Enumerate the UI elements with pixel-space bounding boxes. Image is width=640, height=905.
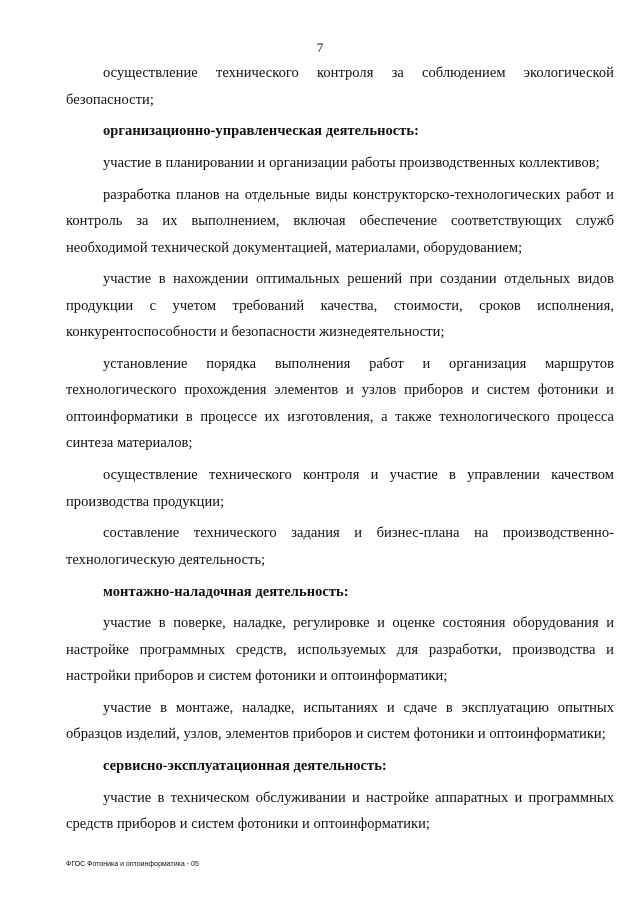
paragraph: составление технического задания и бизнес-плана на производственно-технологическую деятельность; bbox=[66, 525, 614, 568]
paragraph: участие в техническом обслуживании и настройке аппаратных и программных средств приборов и систем фотоники и оптоинформатики; bbox=[66, 789, 614, 833]
page-footer: ФГОС Фотоника и оптоинформатика - 05 bbox=[66, 861, 199, 868]
paragraph: участие в поверке, наладке, регулировке и оценке состояния оборудования и настройке программных средств, используемых для разработки, производства и настройки приборов и систем фотоники и оптоинформатики; bbox=[66, 615, 614, 685]
paragraph: осуществление технического контроля и участие в управлении качеством производства продукции; bbox=[66, 467, 614, 510]
paragraph: установление порядка выполнения работ и организация маршрутов технологического прохождения элементов и узлов приборов и систем фотоники и оптоинформатики в процессе их изготовления, а также технологического процесса синтеза материалов; bbox=[66, 355, 614, 452]
paragraph: участие в нахождении оптимальных решений при создании отдельных видов продукции с учетом требований качества, стоимости, сроков исполнения, конкурентоспособности и безопасности жизнедеятельности; bbox=[66, 271, 614, 341]
section-heading: монтажно-наладочная деятельность: bbox=[103, 583, 349, 600]
section-heading: сервисно-эксплуатационная деятельность: bbox=[103, 758, 387, 775]
page-content bbox=[66, 60, 614, 843]
paragraph: участие в монтаже, наладке, испытаниях и сдаче в эксплуатацию опытных образцов изделий, узлов, элементов приборов и систем фотоники и оптоинформатики; bbox=[66, 699, 614, 743]
paragraph: участие в планировании и организации работы производственных коллективов; bbox=[103, 154, 600, 171]
paragraph: осуществление технического контроля за соблюдением экологической безопасности; bbox=[66, 65, 614, 108]
section-heading: организационно-управленческая деятельность: bbox=[103, 123, 420, 140]
page-number: 7 bbox=[316, 40, 324, 55]
paragraph: разработка планов на отдельные виды конструкторско-технологических работ и контроль за их выполнением, включая обеспечение соответствующих служб необходимой технической документацией, материалами, оборудованием; bbox=[66, 186, 614, 256]
